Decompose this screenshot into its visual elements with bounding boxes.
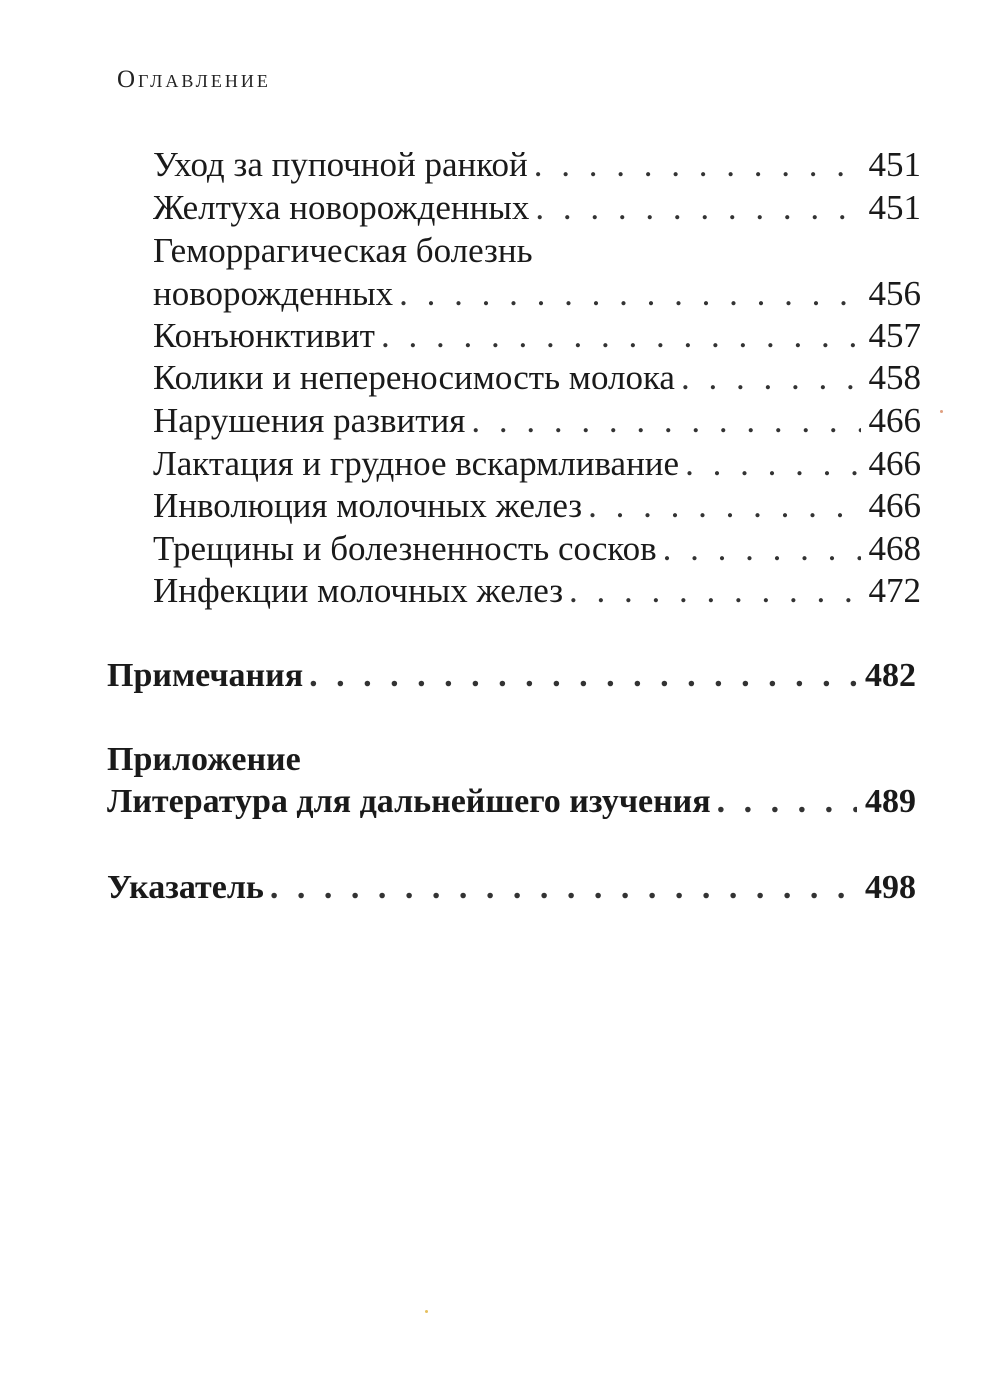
- toc-entry-page: 489: [865, 783, 916, 820]
- dot-leader: [399, 274, 860, 314]
- toc-entry[interactable]: [153, 529, 921, 569]
- toc-entry-page: 482: [865, 657, 916, 694]
- toc-entry-title: Колики и непереносимость молока: [153, 358, 675, 397]
- toc-entry-title: Примечания: [107, 657, 304, 694]
- toc-entry[interactable]: [153, 231, 921, 271]
- toc-entry[interactable]: [153, 188, 921, 228]
- toc-entry[interactable]: [153, 486, 921, 526]
- toc-entry-page: 466: [868, 486, 921, 525]
- dot-leader: [471, 401, 860, 441]
- toc-entry-page: 466: [868, 401, 921, 440]
- dot-leader: [535, 188, 860, 228]
- dot-leader: [309, 657, 857, 695]
- toc-entry-title: Инволюция молочных желез: [153, 486, 583, 525]
- dot-leader: [685, 444, 860, 484]
- dot-leader: [663, 529, 861, 569]
- toc-entry-title: Трещины и болезненность сосков: [153, 529, 657, 568]
- print-speck: [425, 1310, 428, 1313]
- toc-entry-title: Лактация и грудное вскармливание: [153, 444, 680, 483]
- toc-entry-page: 456: [868, 274, 921, 313]
- dot-leader: [270, 869, 857, 907]
- dot-leader: [381, 316, 861, 356]
- toc-entry-page: 472: [868, 571, 921, 610]
- running-head: Оглавление: [117, 66, 271, 93]
- toc-entry-page: 457: [868, 316, 921, 355]
- toc-entry-title: Приложение: [107, 741, 301, 778]
- toc-entry-page: 466: [868, 444, 921, 483]
- toc-entry-title: Литература для дальнейшего изучения: [107, 783, 711, 820]
- toc-entry-title: Желтуха новорожденных: [153, 188, 530, 227]
- toc-entry-page: 451: [868, 188, 921, 227]
- dot-leader: [588, 486, 860, 526]
- toc-entry-title: Инфекции молочных желез: [153, 571, 564, 610]
- toc-entry-page: 451: [868, 145, 921, 184]
- toc-entry-title: Геморрагическая болезнь: [153, 231, 533, 270]
- toc-main-entry[interactable]: [107, 783, 916, 821]
- toc-entry[interactable]: [153, 316, 921, 356]
- toc-main-entry[interactable]: [107, 657, 916, 695]
- toc-entry-title: Нарушения развития: [153, 401, 466, 440]
- toc-entry-title: Указатель: [107, 869, 264, 906]
- dot-leader: [717, 783, 857, 821]
- toc-entry-title: новорожденных: [153, 274, 394, 313]
- dot-leader: [534, 145, 861, 185]
- toc-entry-page: 498: [865, 869, 916, 906]
- dot-leader: [569, 571, 860, 611]
- toc-entry[interactable]: [153, 444, 921, 484]
- toc-entry[interactable]: [153, 358, 921, 398]
- toc-entry[interactable]: [153, 274, 921, 314]
- toc-entry[interactable]: [153, 145, 921, 185]
- toc-main-entry[interactable]: [107, 869, 916, 907]
- toc-entry[interactable]: [153, 401, 921, 441]
- toc-entry-title: Конъюнктивит: [153, 316, 375, 355]
- print-speck: [940, 410, 943, 413]
- toc-main-entry[interactable]: [107, 741, 916, 779]
- dot-leader: [681, 358, 861, 398]
- toc-entry-page: 458: [868, 358, 921, 397]
- toc-entry-title: Уход за пупочной ранкой: [153, 145, 528, 184]
- toc-entry-page: 468: [868, 529, 921, 568]
- toc-entry[interactable]: [153, 571, 921, 611]
